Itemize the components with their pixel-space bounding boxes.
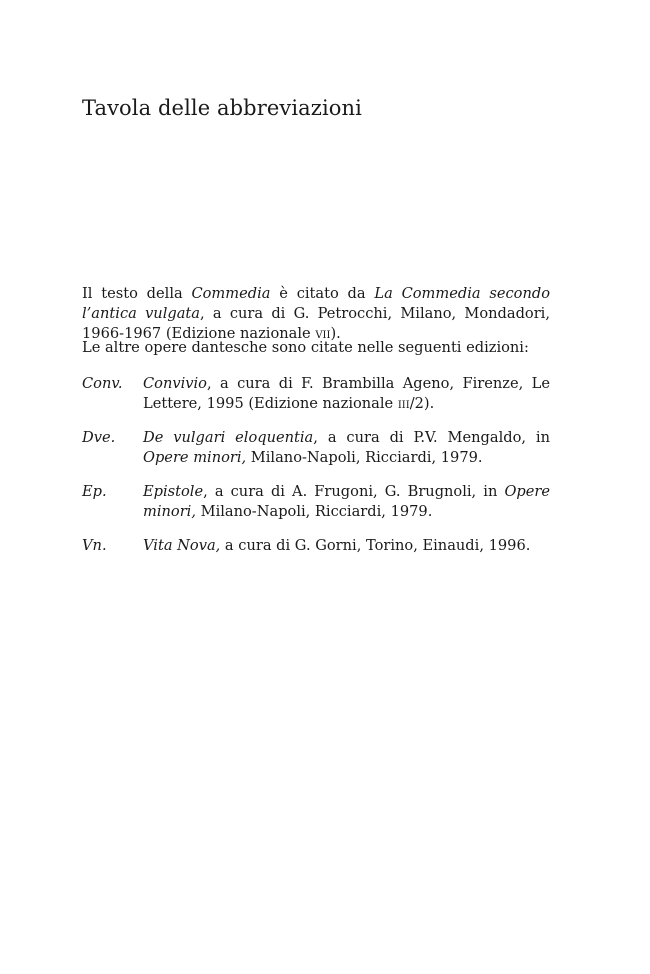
intro-text-1: Il testo della — [82, 285, 192, 302]
work-title: Vita Nova, — [143, 537, 221, 554]
abbreviation-definition — [143, 536, 550, 556]
work-title: Epistole — [143, 483, 204, 500]
page-title: Tavola delle abbreviazioni — [82, 96, 362, 120]
intro-paragraph — [82, 284, 550, 344]
abbreviation-term: Conv. — [82, 375, 123, 392]
abbreviation-term: Dve. — [82, 429, 116, 446]
abbreviation-term: Ep. — [82, 483, 107, 500]
work-title: De vulgari eloquentia — [143, 429, 314, 446]
entry-volume: iii — [397, 395, 410, 412]
entry-tail: Milano-Napoli, Ricciardi, 1979. — [246, 449, 483, 466]
collection-title: Opere minori, — [143, 449, 247, 466]
entry-details: , a cura di A. Frugoni, G. Brugnoli, in — [203, 483, 505, 500]
entry-details: , a cura di P.V. Mengaldo, in — [313, 429, 550, 446]
intro-text-4: ). — [330, 325, 341, 342]
intro-edition: La Commedia secondo l’antica vulgata — [82, 285, 550, 322]
entry-tail: /2). — [409, 395, 435, 412]
intro-commedia: Commedia — [191, 285, 271, 302]
abbreviation-definition — [143, 374, 550, 414]
collection-title: Opere minori, — [143, 483, 550, 520]
intro-text-2: è citato da — [270, 285, 375, 302]
intro-volume: vii — [315, 325, 331, 342]
entry-details: , a cura di F. Brambilla Ageno, Firenze, Le Lettere, 1995 (Edizione nazionale — [143, 375, 550, 412]
abbreviation-definition — [143, 428, 550, 468]
intro-text-3: , a cura di G. Petrocchi, Milano, Mondadori, 1966-1967 (Edizione nazionale — [82, 305, 550, 342]
work-title: Convivio — [143, 375, 207, 392]
editions-lead: Le altre opere dantesche sono citate nelle seguenti edizioni: — [82, 339, 529, 356]
entry-tail: Milano-Napoli, Ricciardi, 1979. — [195, 503, 433, 520]
entry-details: a cura di G. Gorni, Torino, Einaudi, 1996. — [220, 537, 531, 554]
abbreviation-definition — [143, 482, 550, 522]
abbreviation-term: Vn. — [82, 537, 107, 554]
